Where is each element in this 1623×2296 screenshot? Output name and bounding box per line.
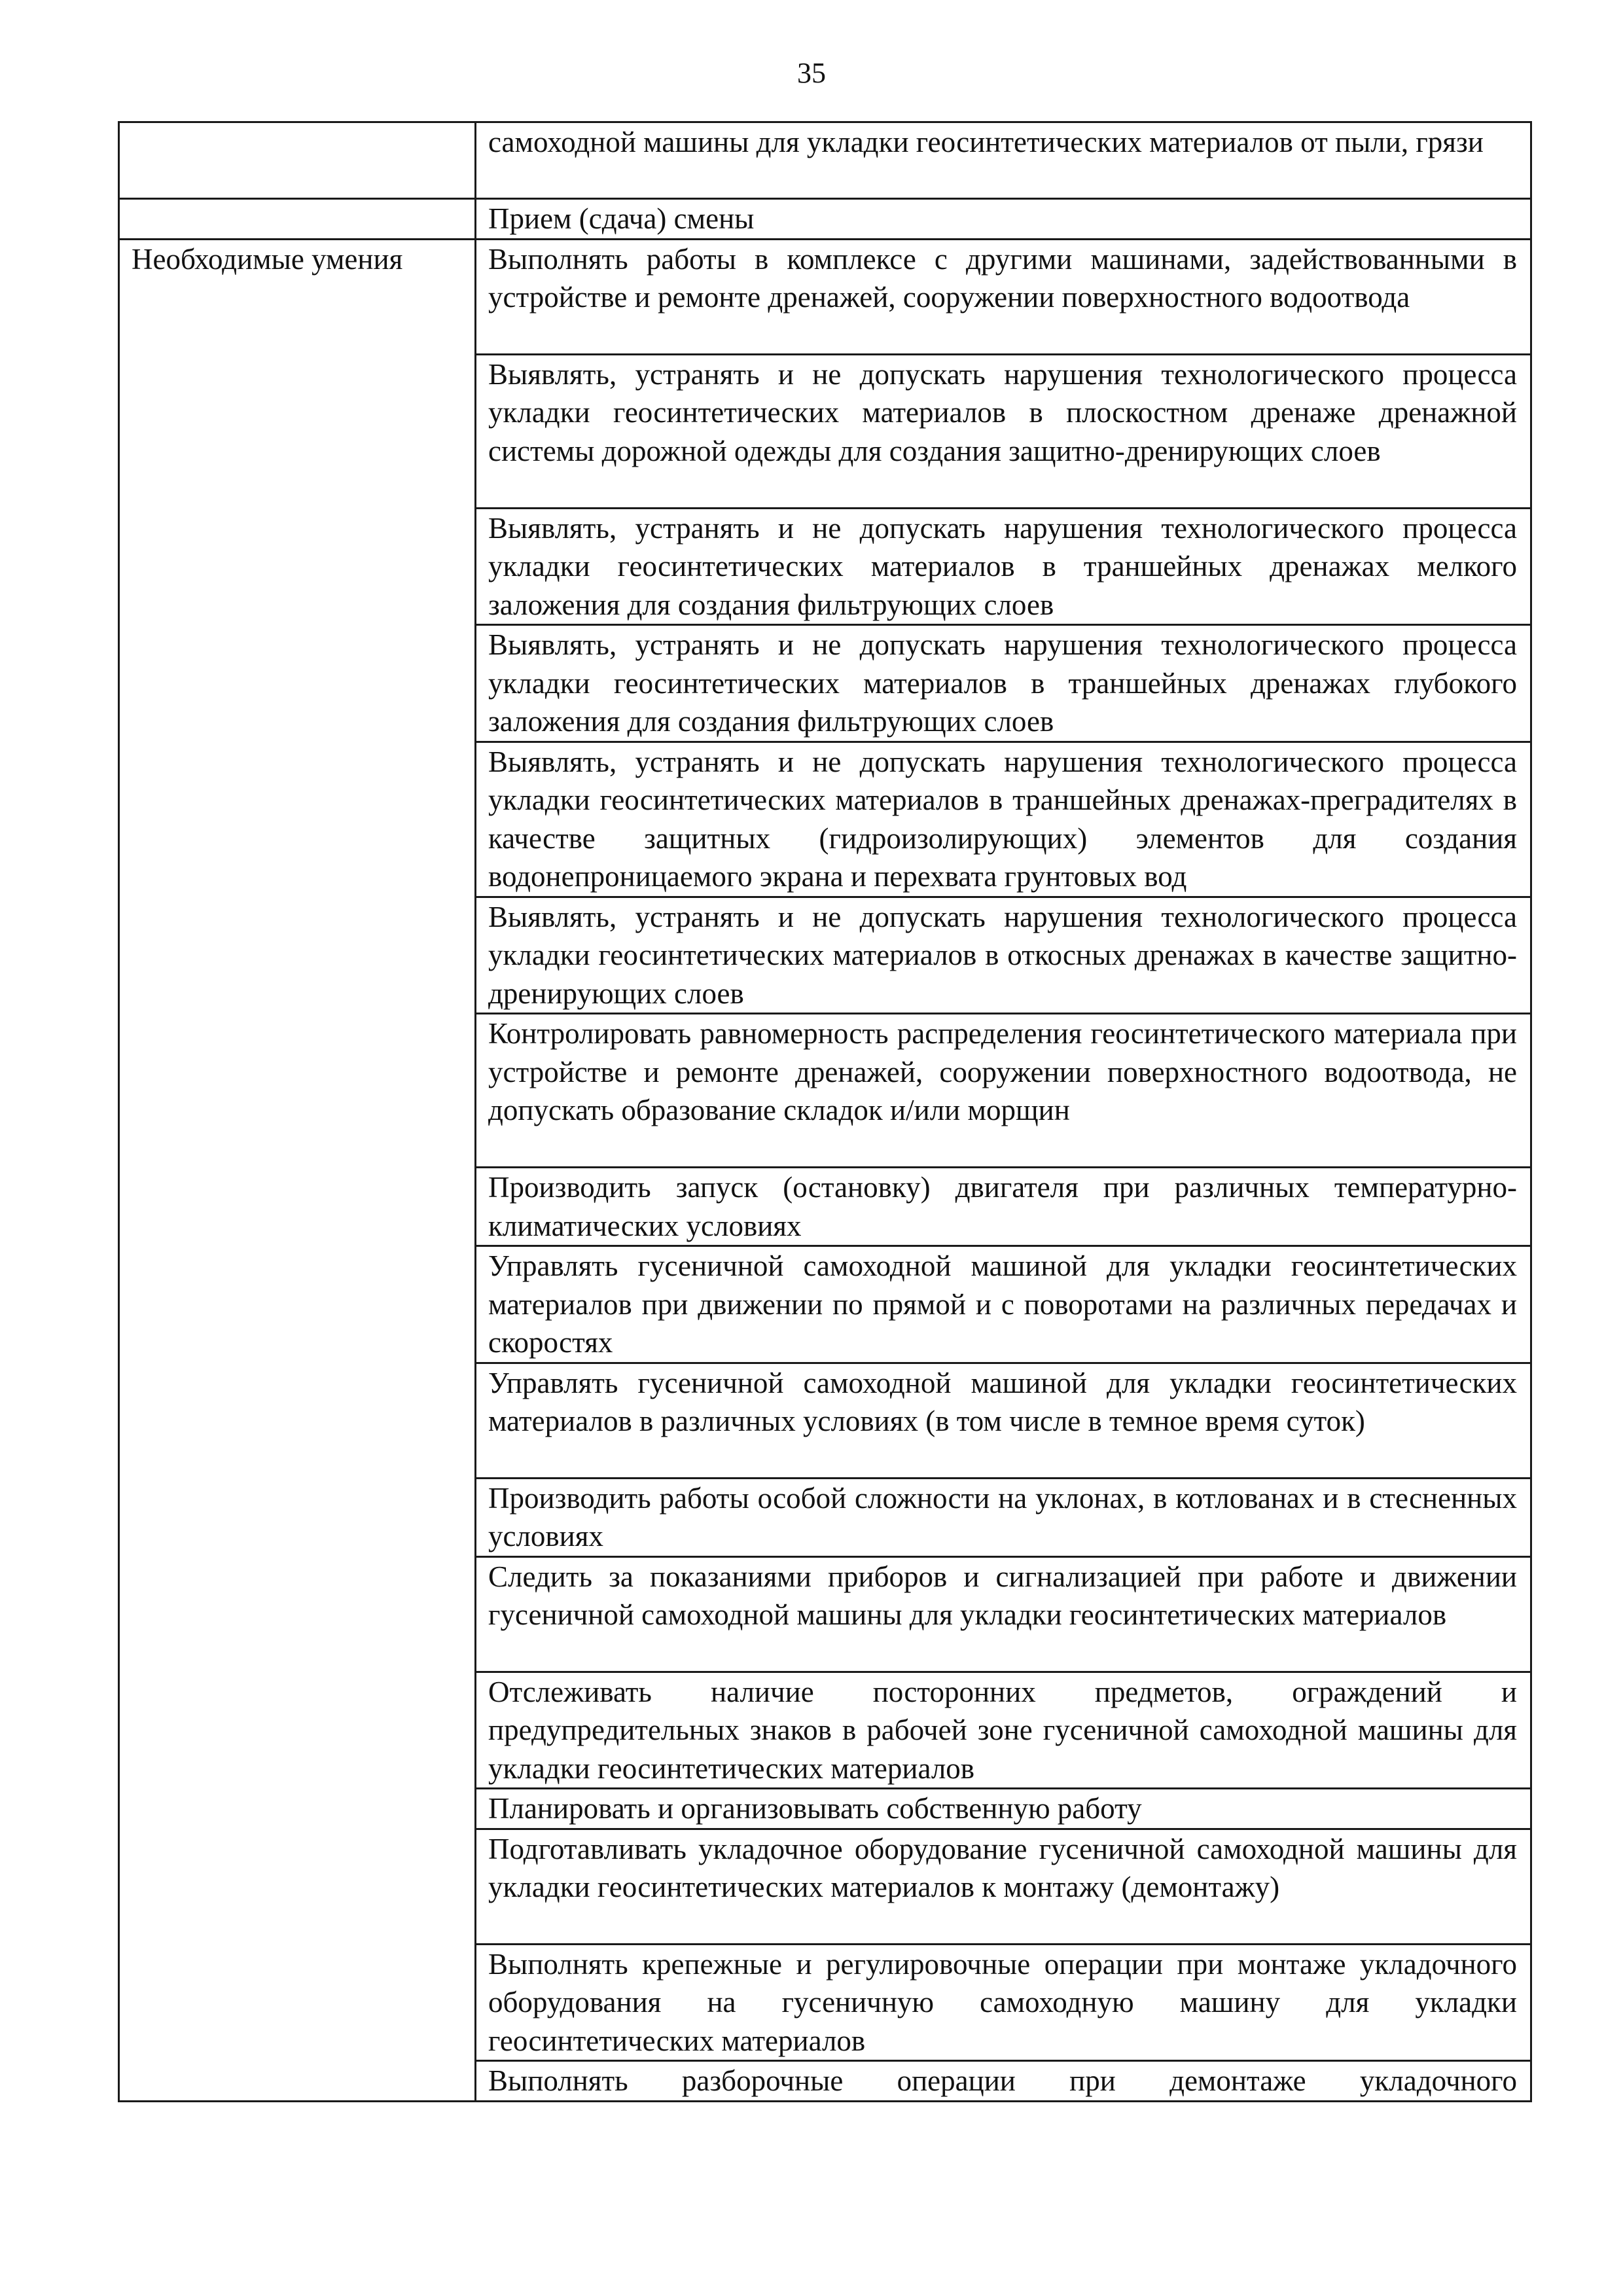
table-cell: Прием (сдача) смены bbox=[476, 199, 1531, 240]
skills-table bbox=[118, 121, 1532, 2102]
table-cell: Выявлять, устранять и не допускать нарушения технологического процесса укладки геосинтетических материалов в траншейных дренажах мелкого заложения для создания фильтрующих слоев bbox=[476, 508, 1531, 625]
table-cell: самоходной машины для укладки геосинтетических материалов от пыли, грязи bbox=[476, 122, 1531, 199]
table-cell: Производить работы особой сложности на уклонах, в котлованах и в стесненных условиях bbox=[476, 1478, 1531, 1556]
table-body bbox=[119, 122, 1531, 2102]
table-cell: Выявлять, устранять и не допускать нарушения технологического процесса укладки геосинтетических материалов в плоскостном дренаже дренажной системы дорожной одежды для создания защитно-дренирующих слоев bbox=[476, 354, 1531, 508]
table-row bbox=[119, 199, 1531, 240]
table-cell: Выполнять работы в комплексе с другими машинами, задействованными в устройстве и ремонте дренажей, сооружении поверхностного водоотвода bbox=[476, 239, 1531, 354]
table-cell: Контролировать равномерность распределения геосинтетического материала при устройстве и ремонте дренажей, сооружении поверхностного водоотвода, не допускать образование складок и/или морщин bbox=[476, 1014, 1531, 1168]
table-cell: Выполнять крепежные и регулировочные операции при монтаже укладочного оборудования на гусеничную самоходную машину для укладки геосинтетических материалов bbox=[476, 1944, 1531, 2061]
table-cell: Производить запуск (остановку) двигателя при различных температурно-климатических условиях bbox=[476, 1168, 1531, 1246]
label-cell-empty bbox=[119, 122, 476, 199]
table-cell: Отслеживать наличие посторонних предметов, ограждений и предупредительных знаков в рабочей зоне гусеничной самоходной машины для укладки геосинтетических материалов bbox=[476, 1672, 1531, 1789]
table-cell: Выполнять разборочные операции при демонтаже укладочного bbox=[476, 2061, 1531, 2102]
table-cell: Следить за показаниями приборов и сигнализацией при работе и движении гусеничной самоходной машины для укладки геосинтетических материалов bbox=[476, 1556, 1531, 1672]
table-cell: Выявлять, устранять и не допускать нарушения технологического процесса укладки геосинтетических материалов в траншейных дренажах-преградителях в качестве защитных (гидроизолирующих) элементов для создания водонепроницаемого экрана и перехвата грунтовых вод bbox=[476, 742, 1531, 897]
table-row bbox=[119, 122, 1531, 199]
table-cell: Управлять гусеничной самоходной машиной для укладки геосинтетических материалов при движении по прямой и с поворотами на различных передачах и скоростях bbox=[476, 1246, 1531, 1363]
table-cell: Планировать и организовывать собственную работу bbox=[476, 1789, 1531, 1829]
table-cell: Управлять гусеничной самоходной машиной для укладки геосинтетических материалов в различных условиях (в том числе в темное время суток) bbox=[476, 1363, 1531, 1478]
table-cell: Выявлять, устранять и не допускать нарушения технологического процесса укладки геосинтетических материалов в откосных дренажах в качестве защитно-дренирующих слоев bbox=[476, 897, 1531, 1014]
label-cell-empty bbox=[119, 199, 476, 240]
skills-label: Необходимые умения bbox=[119, 239, 476, 2101]
table-row bbox=[119, 239, 1531, 354]
table-cell: Выявлять, устранять и не допускать нарушения технологического процесса укладки геосинтетических материалов в траншейных дренажах глубокого заложения для создания фильтрующих слоев bbox=[476, 625, 1531, 742]
table-cell: Подготавливать укладочное оборудование гусеничной самоходной машины для укладки геосинтетических материалов к монтажу (демонтажу) bbox=[476, 1829, 1531, 1944]
page-number: 35 bbox=[797, 57, 826, 89]
